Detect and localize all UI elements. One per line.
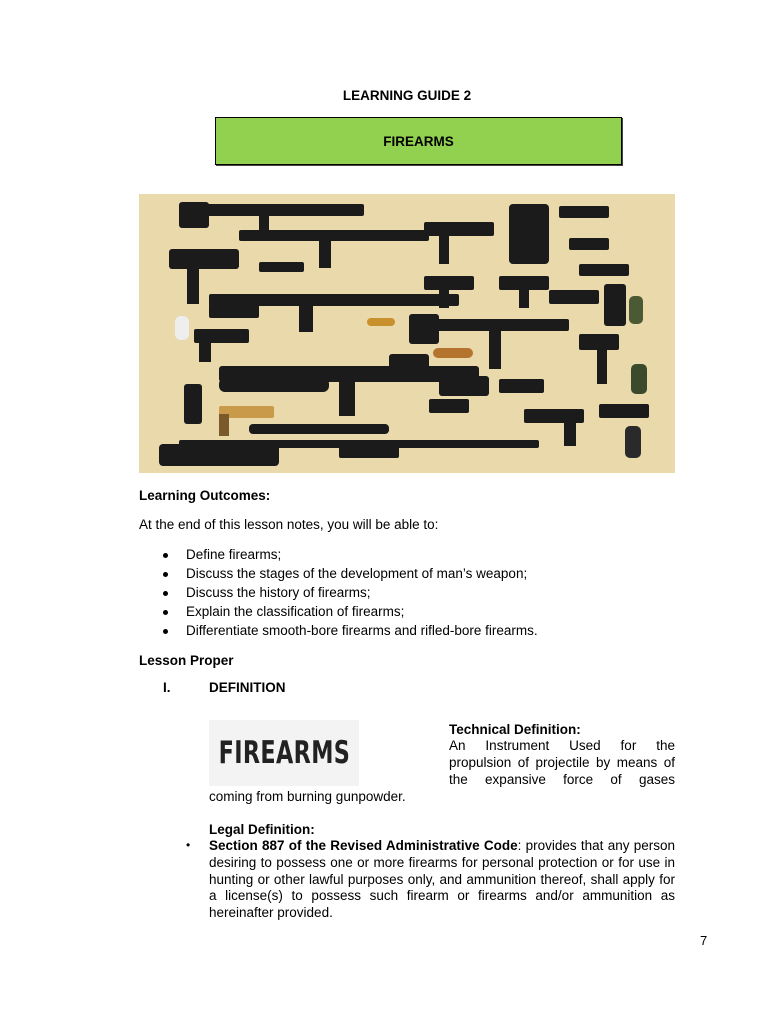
section-title: DEFINITION: [209, 680, 286, 695]
firearms-logo-text: FIREARMS: [218, 735, 350, 771]
firearms-collection-photo: [139, 194, 675, 473]
firearms-logo-image: [209, 720, 359, 786]
list-item: Discuss the stages of the development of man’s weapon;: [163, 566, 538, 585]
learning-outcomes-intro: At the end of this lesson notes, you will be able to:: [139, 517, 439, 532]
section-number: I.: [163, 680, 171, 695]
lesson-proper-heading: Lesson Proper: [139, 653, 234, 668]
learning-outcomes-list: [163, 547, 538, 642]
topic-banner: [215, 117, 622, 165]
topic-label: FIREARMS: [383, 133, 454, 149]
technical-definition-tail: coming from burning gunpowder.: [209, 789, 406, 804]
legal-definition-text: : provides that any person desiring to possess one or more firearms for personal protection or for use in hunting or other lawful purposes only, and ammunition thereof, shall apply for a license(s) to possess such firearm or firearms and/or ammunition as hereinafter provided.: [209, 838, 675, 921]
technical-definition-heading: Technical Definition:: [449, 722, 581, 737]
list-item: Discuss the history of firearms;: [163, 585, 538, 604]
legal-definition-body: [209, 838, 675, 922]
technical-definition-body: An Instrument Used for the propulsion of projectile by means of the expansive force of gases: [449, 738, 675, 787]
code-reference: Section 887 of the Revised Administrative Code: [209, 838, 518, 853]
page-number: 7: [700, 933, 708, 948]
list-item: Explain the classification of firearms;: [163, 604, 538, 623]
learning-outcomes-heading: Learning Outcomes:: [139, 488, 271, 503]
list-item: Define firearms;: [163, 547, 538, 566]
guide-title: LEARNING GUIDE 2: [342, 88, 472, 103]
legal-bullet: •: [186, 838, 191, 852]
list-item: Differentiate smooth-bore firearms and rifled-bore firearms.: [163, 623, 538, 642]
legal-definition-heading: Legal Definition:: [209, 822, 315, 837]
